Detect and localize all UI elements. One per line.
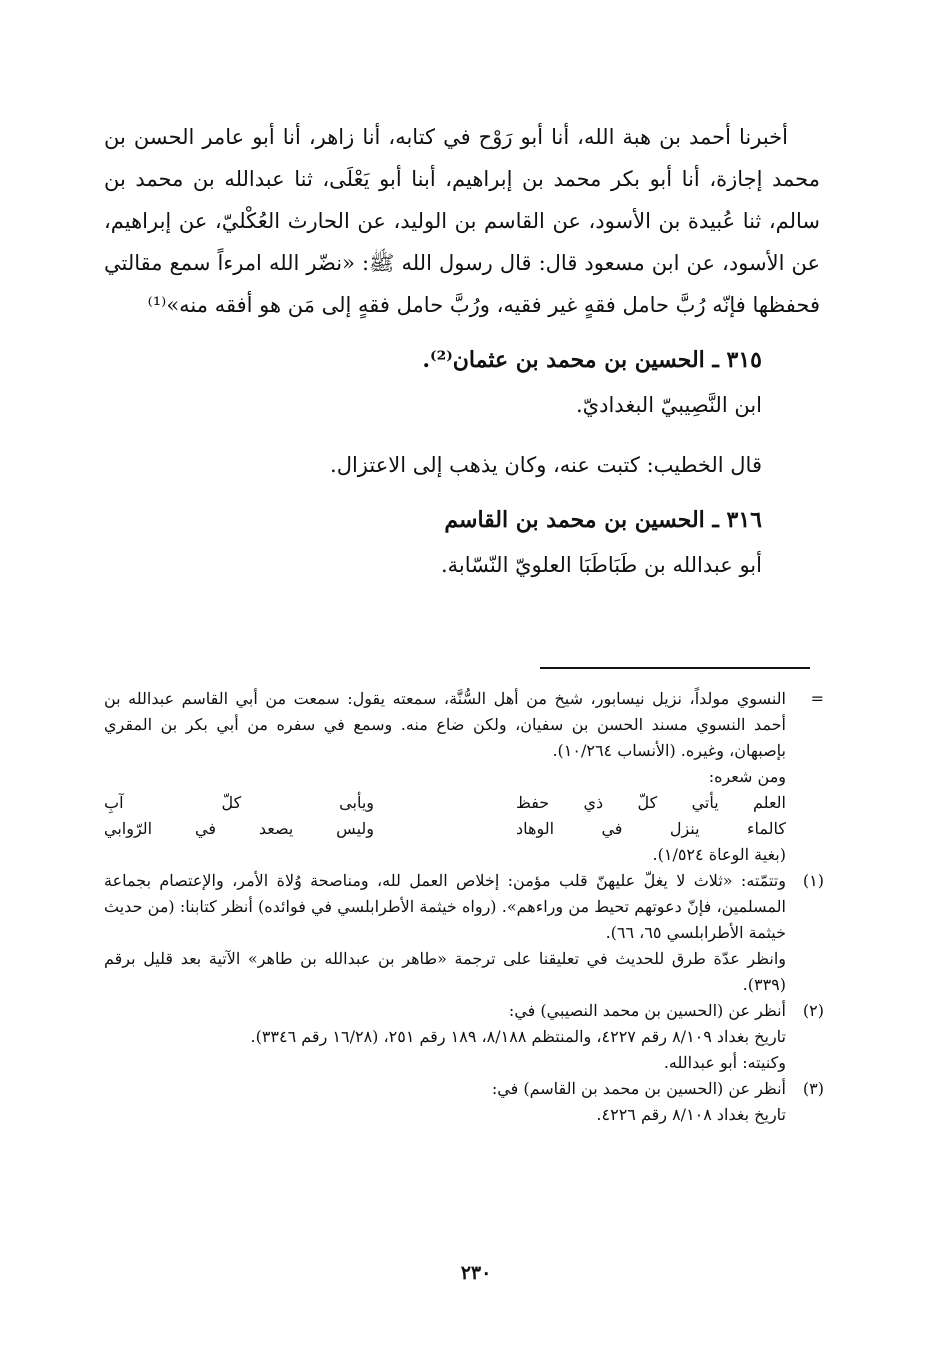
footnote-marker: (١) <box>802 871 824 890</box>
footnote-text: النسوي مولداً، نزيل نيسابور، شيخ من أهل السُّنَّة، سمعته يقول: سمعت من أبي القاسم عبدالله بن أحمد النسوي مسند الحسن بن سفيان، ولكن ضاع منه. وسمع في سفره من أبي بكر بن المقري بإصبهان، وغيره. (الأنساب ١٠/٢٦٤). <box>104 689 786 760</box>
entry-heading: ٣١٦ ـ الحسين بن محمد بن القاسم <box>444 507 762 533</box>
entry-heading: ٣١٥ ـ الحسين بن محمد بن عثمان⁽²⁾. <box>422 347 762 373</box>
entry-kunya: أبو عبدالله بن طَبَاطَبَا العلويّ النّسّابة. <box>440 553 762 577</box>
hadith-paragraph: أخبرنا أحمد بن هبة الله، أنا أبو رَوْح في كتابه، أنا زاهر، أنا أبو عامر الحسن بن محمد إجازة، أنا أبو بكر محمد بن إبراهيم، أبنا أبو يَعْلَى، ثنا عبدالله بن محمد بن سالم، ثنا عُبيدة بن الأسود، عن القاسم بن الوليد، عن الحارث العُكْليّ، عن إبراهيم، عن الأسود، عن ابن مسعود قال: قال رسول الله ﷺ: «نضّر الله امرءاً سمع مقالتي فحفظها فإنّه رُبَّ حامل فقهٍ غير فقيه، ورُبَّ حامل فقهٍ إلى مَن هو أفقه منه»⁽¹⁾ <box>104 125 820 317</box>
footnote-text: وتتمّته: «ثلاث لا يغلّ عليهنّ قلب مؤمن: إخلاص العمل لله، ومناصحة وُلاة الأمر، والإعتصام بجماعة المسلمين، فإنّ دعوتهم تحيط من وراءهم». (رواه خيثمة الأطرابلسي في فوائده) أنظر كتابنا: (من حديث خيثمة الأطرابلسي ٦٥، ٦٦). <box>104 871 787 942</box>
poem-verse <box>104 790 786 816</box>
footnote-text: أنظر عن (الحسين بن محمد النصيبي) في: <box>508 1001 786 1020</box>
poem-verse <box>104 816 786 842</box>
footnote-source: (بغية الوعاة ١/٥٢٤). <box>652 845 786 864</box>
footnote-text: أنظر عن (الحسين بن محمد بن القاسم) في: <box>491 1079 786 1098</box>
main-text <box>104 116 820 586</box>
biography-entry-316 <box>104 496 820 586</box>
spacer <box>104 426 820 444</box>
verse-hemistich-left: وليس يصعد في الرّوابي <box>104 819 374 838</box>
footnote-marker: (٣) <box>802 1079 824 1098</box>
verse-hemistich-left: ويأبى كلّ آبِ <box>104 793 374 812</box>
footnotes <box>104 686 824 1128</box>
page-number: ٢٣٠ <box>460 1262 492 1284</box>
verse-hemistich-right: العلم يأتي كلّ ذي حفظ <box>516 793 786 812</box>
footnote-text: ومن شعره: <box>708 767 786 786</box>
footnote-continued <box>104 686 824 868</box>
biography-entry-315 <box>104 336 820 486</box>
verse-hemistich-right: كالماء ينزل في الوهاد <box>516 819 786 838</box>
footnote-text: وكنيته: أبو عبدالله. <box>663 1053 786 1072</box>
footnote-text: وانظر عدّة طرق للحديث في تعليقنا على ترجمة «طاهر بن عبدالله بن طاهر» الآتية بعد قليل برقم (٣٣٩). <box>104 949 786 994</box>
footnote-marker: = <box>810 689 824 708</box>
footnote-1 <box>104 868 824 998</box>
entry-nisba: ابن النَّصِيبيّ البغداديّ. <box>576 393 762 417</box>
footnote-separator <box>540 667 810 669</box>
entry-quote: قال الخطيب: كتبت عنه، وكان يذهب إلى الاعتزال. <box>330 453 762 477</box>
footnote-marker: (٢) <box>802 1001 824 1020</box>
footnote-text: تاريخ بغداد ٨/١٠٩ رقم ٤٢٢٧، والمنتظم ٨/١٨٨، ١٨٩ رقم ٢٥١، (١٦/٢٨ رقم ٣٣٤٦). <box>250 1027 786 1046</box>
footnote-2 <box>104 998 824 1076</box>
footnote-3 <box>104 1076 824 1128</box>
footnote-text: تاريخ بغداد ٨/١٠٨ رقم ٤٢٢٦. <box>596 1105 786 1124</box>
